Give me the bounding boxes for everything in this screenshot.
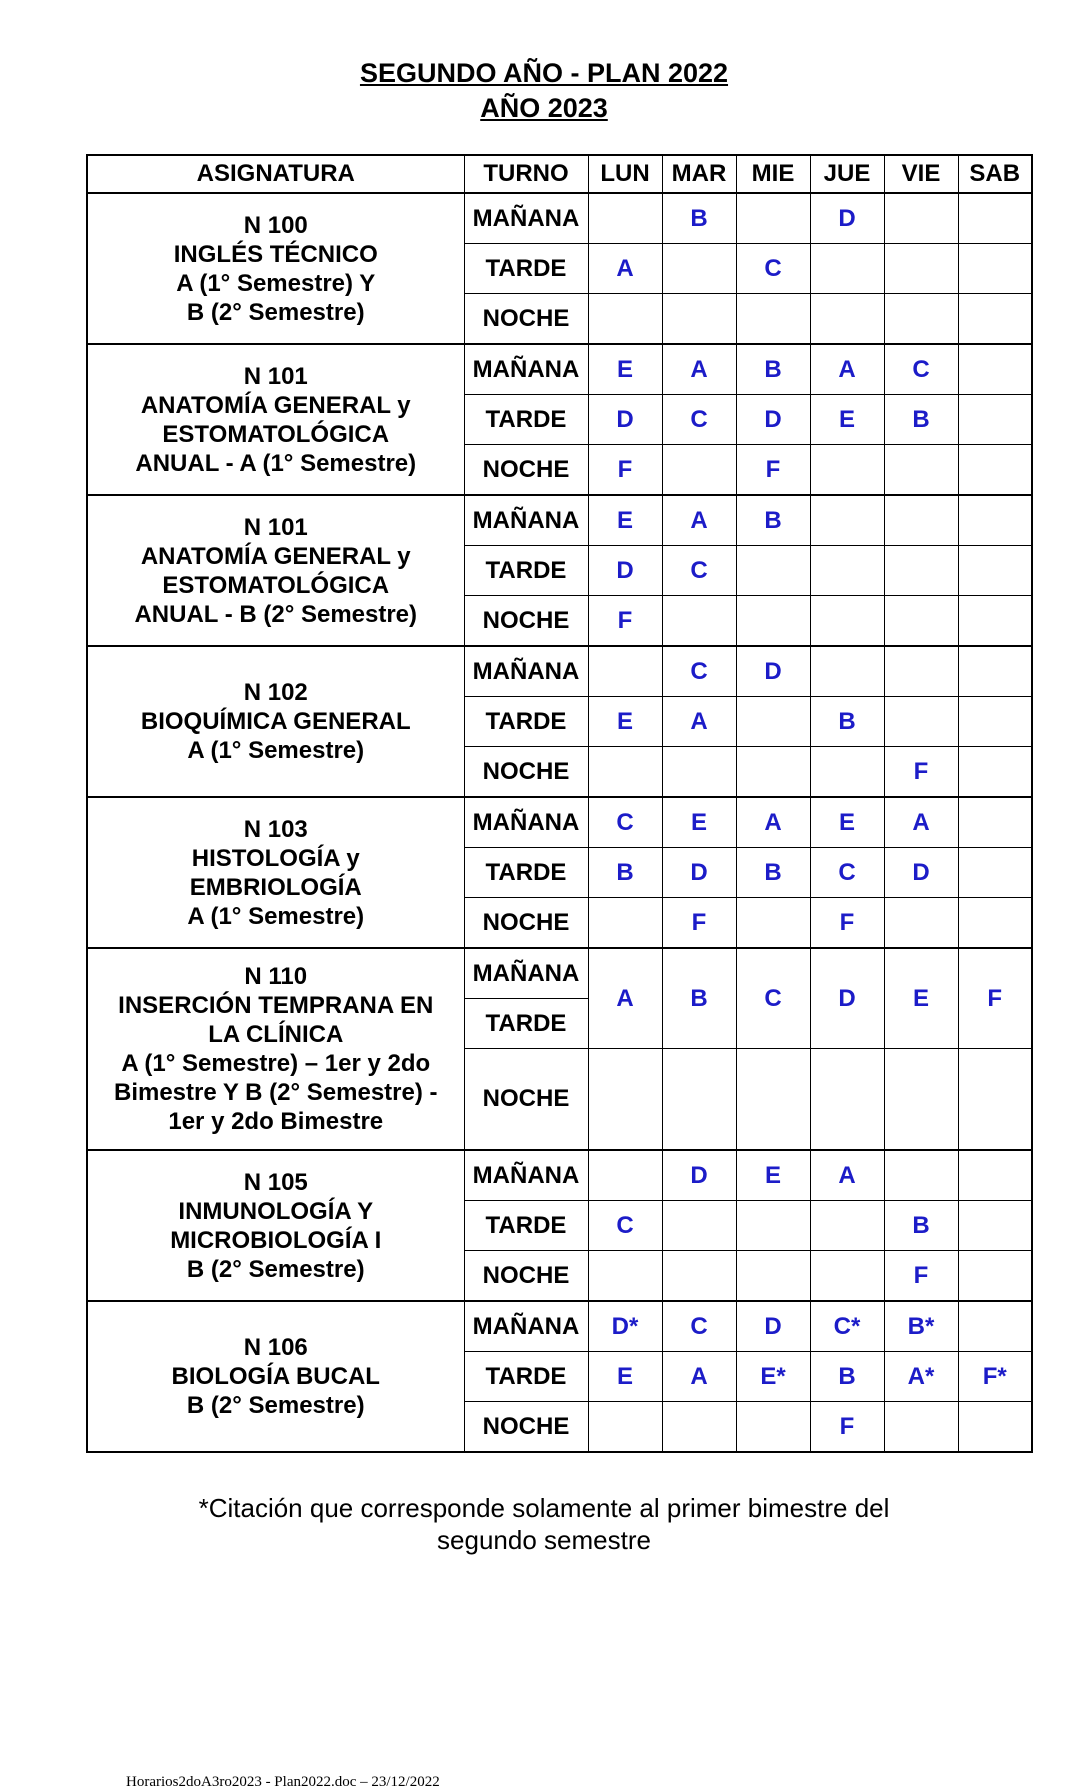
day-cell-sab: [958, 445, 1032, 496]
subject-label: N 105 INMUNOLOGÍA Y MICROBIOLOGÍA I B (2° Semestre): [170, 1168, 382, 1283]
turno-cell: NOCHE: [464, 898, 588, 949]
turno-cell: NOCHE: [464, 747, 588, 798]
table-row: [87, 495, 1032, 546]
day-cell-lun: [588, 1402, 662, 1453]
day-cell-mie: [736, 596, 810, 647]
day-cell-mie: [736, 1251, 810, 1302]
day-cell-sab: [958, 495, 1032, 546]
document-footer: Horarios2doA3ro2023 - Plan2022.doc – 23/12/2022: [126, 1774, 440, 1790]
day-cell-jue: C: [810, 848, 884, 898]
day-cell-lun: [588, 294, 662, 345]
day-cell-mar: [662, 294, 736, 345]
subject-cell: [87, 1301, 464, 1452]
footnote: *Citación que corresponde solamente al primer bimestre del segundo semestre: [198, 1493, 890, 1555]
day-cell-sab: [958, 596, 1032, 647]
day-cell-mar: B: [662, 193, 736, 244]
day-cell-mar: E: [662, 797, 736, 848]
day-cell-jue: [810, 1251, 884, 1302]
day-cell-mar: C: [662, 1301, 736, 1352]
day-cell-vie: [884, 495, 958, 546]
turno-cell: TARDE: [464, 848, 588, 898]
day-cell-mar: A: [662, 495, 736, 546]
day-cell-vie: [884, 898, 958, 949]
day-cell-sab: [958, 344, 1032, 395]
day-cell-mie: [736, 747, 810, 798]
day-cell-mie: [736, 898, 810, 949]
day-cell-lun: A: [588, 948, 662, 1049]
day-cell-sab: [958, 546, 1032, 596]
day-cell-vie: F: [884, 1251, 958, 1302]
day-cell-vie: [884, 546, 958, 596]
subject-label: N 110 INSERCIÓN TEMPRANA EN LA CLÍNICA A (1° Semestre) – 1er y 2do Bimestre Y B (2° Semestre) - 1er y 2do Bimestre: [113, 963, 438, 1135]
day-cell-mar: [662, 1251, 736, 1302]
header-mar: MAR: [662, 155, 736, 193]
day-cell-mie: B: [736, 848, 810, 898]
turno-cell: TARDE: [464, 244, 588, 294]
turno-cell: TARDE: [464, 1352, 588, 1402]
day-cell-jue: E: [810, 395, 884, 445]
day-cell-jue: B: [810, 697, 884, 747]
turno-cell: TARDE: [464, 697, 588, 747]
subject-label: N 102 BIOQUÍMICA GENERAL A (1° Semestre): [140, 679, 411, 764]
day-cell-sab: [958, 193, 1032, 244]
day-cell-lun: [588, 1049, 662, 1151]
day-cell-jue: A: [810, 1150, 884, 1201]
day-cell-mie: C: [736, 948, 810, 1049]
day-cell-sab: [958, 646, 1032, 697]
day-cell-mie: F: [736, 445, 810, 496]
day-cell-sab: [958, 1301, 1032, 1352]
day-cell-sab: [958, 1402, 1032, 1453]
turno-cell: NOCHE: [464, 1049, 588, 1151]
day-cell-mie: D: [736, 395, 810, 445]
day-cell-vie: B: [884, 395, 958, 445]
turno-cell: TARDE: [464, 395, 588, 445]
header-row: [87, 155, 1032, 193]
day-cell-lun: [588, 193, 662, 244]
header-turno: TURNO: [464, 155, 588, 193]
day-cell-mar: C: [662, 395, 736, 445]
subject-cell: [87, 1150, 464, 1301]
day-cell-mie: [736, 294, 810, 345]
day-cell-vie: [884, 697, 958, 747]
day-cell-sab: [958, 797, 1032, 848]
day-cell-lun: A: [588, 244, 662, 294]
day-cell-vie: D: [884, 848, 958, 898]
day-cell-mar: D: [662, 1150, 736, 1201]
day-cell-lun: [588, 1150, 662, 1201]
subject-label: N 103 HISTOLOGÍA y EMBRIOLOGÍA A (1° Semestre): [187, 815, 365, 930]
turno-cell: MAÑANA: [464, 1301, 588, 1352]
subject-label: N 101 ANATOMÍA GENERAL y ESTOMATOLÓGICA ANUAL - A (1° Semestre): [135, 362, 417, 477]
turno-cell: NOCHE: [464, 1251, 588, 1302]
day-cell-vie: F: [884, 747, 958, 798]
day-cell-vie: E: [884, 948, 958, 1049]
header-jue: JUE: [810, 155, 884, 193]
day-cell-jue: C*: [810, 1301, 884, 1352]
day-cell-lun: B: [588, 848, 662, 898]
day-cell-sab: [958, 697, 1032, 747]
day-cell-sab: [958, 898, 1032, 949]
day-cell-vie: [884, 294, 958, 345]
day-cell-lun: E: [588, 344, 662, 395]
day-cell-sab: [958, 244, 1032, 294]
day-cell-mie: [736, 546, 810, 596]
day-cell-lun: E: [588, 495, 662, 546]
day-cell-vie: A: [884, 797, 958, 848]
day-cell-jue: [810, 495, 884, 546]
day-cell-jue: [810, 646, 884, 697]
subject-label: N 100 INGLÉS TÉCNICO A (1° Semestre) Y B (2° Semestre): [173, 211, 378, 326]
day-cell-vie: B: [884, 1201, 958, 1251]
header-lun: LUN: [588, 155, 662, 193]
subject-cell: [87, 948, 464, 1150]
day-cell-jue: A: [810, 344, 884, 395]
turno-cell: MAÑANA: [464, 193, 588, 244]
day-cell-vie: [884, 193, 958, 244]
day-cell-mie: C: [736, 244, 810, 294]
day-cell-mar: [662, 747, 736, 798]
day-cell-mar: B: [662, 948, 736, 1049]
day-cell-lun: [588, 747, 662, 798]
day-cell-mie: B: [736, 344, 810, 395]
table-row: [87, 646, 1032, 697]
day-cell-jue: [810, 546, 884, 596]
day-cell-jue: [810, 1201, 884, 1251]
day-cell-mie: A: [736, 797, 810, 848]
day-cell-lun: F: [588, 596, 662, 647]
day-cell-lun: [588, 646, 662, 697]
day-cell-vie: [884, 646, 958, 697]
turno-cell: MAÑANA: [464, 495, 588, 546]
turno-cell: MAÑANA: [464, 646, 588, 697]
table-row: [87, 1301, 1032, 1352]
day-cell-vie: [884, 244, 958, 294]
page-subtitle: AÑO 2023: [480, 93, 608, 123]
day-cell-sab: F*: [958, 1352, 1032, 1402]
day-cell-jue: B: [810, 1352, 884, 1402]
day-cell-jue: F: [810, 1402, 884, 1453]
turno-cell: NOCHE: [464, 1402, 588, 1453]
subject-cell: [87, 344, 464, 495]
day-cell-lun: [588, 1251, 662, 1302]
day-cell-mar: [662, 445, 736, 496]
day-cell-mie: B: [736, 495, 810, 546]
turno-cell: NOCHE: [464, 596, 588, 647]
day-cell-sab: [958, 1049, 1032, 1151]
day-cell-vie: A*: [884, 1352, 958, 1402]
day-cell-lun: C: [588, 1201, 662, 1251]
table-row: [87, 1150, 1032, 1201]
subject-label: N 106 BIOLOGÍA BUCAL B (2° Semestre): [171, 1334, 380, 1419]
schedule-table: [86, 154, 1033, 1453]
day-cell-jue: D: [810, 193, 884, 244]
day-cell-mar: A: [662, 1352, 736, 1402]
day-cell-vie: [884, 596, 958, 647]
day-cell-sab: F: [958, 948, 1032, 1049]
day-cell-sab: [958, 848, 1032, 898]
table-row: [87, 344, 1032, 395]
day-cell-jue: [810, 445, 884, 496]
day-cell-mar: [662, 1049, 736, 1151]
day-cell-jue: [810, 747, 884, 798]
turno-cell: MAÑANA: [464, 948, 588, 999]
page-title: SEGUNDO AÑO - PLAN 2022: [359, 58, 729, 88]
day-cell-jue: [810, 294, 884, 345]
turno-cell: MAÑANA: [464, 1150, 588, 1201]
day-cell-mie: [736, 697, 810, 747]
table-row: [87, 797, 1032, 848]
day-cell-mar: [662, 244, 736, 294]
day-cell-jue: [810, 596, 884, 647]
day-cell-mie: E*: [736, 1352, 810, 1402]
day-cell-mie: [736, 193, 810, 244]
day-cell-sab: [958, 294, 1032, 345]
day-cell-lun: D: [588, 546, 662, 596]
schedule-body: [87, 193, 1032, 1452]
day-cell-lun: D: [588, 395, 662, 445]
header-mie: MIE: [736, 155, 810, 193]
day-cell-mie: D: [736, 646, 810, 697]
day-cell-mie: [736, 1402, 810, 1453]
subject-cell: [87, 495, 464, 646]
day-cell-mar: C: [662, 546, 736, 596]
day-cell-mar: [662, 1402, 736, 1453]
day-cell-lun: [588, 898, 662, 949]
day-cell-mar: C: [662, 646, 736, 697]
day-cell-vie: B*: [884, 1301, 958, 1352]
day-cell-jue: F: [810, 898, 884, 949]
day-cell-lun: F: [588, 445, 662, 496]
day-cell-vie: [884, 1049, 958, 1151]
subject-label: N 101 ANATOMÍA GENERAL y ESTOMATOLÓGICA ANUAL - B (2° Semestre): [134, 513, 418, 628]
day-cell-sab: [958, 1251, 1032, 1302]
day-cell-vie: [884, 1402, 958, 1453]
day-cell-mie: [736, 1049, 810, 1151]
day-cell-mie: E: [736, 1150, 810, 1201]
header-asignatura: ASIGNATURA: [87, 155, 464, 193]
day-cell-mie: [736, 1201, 810, 1251]
subject-cell: [87, 646, 464, 797]
turno-cell: NOCHE: [464, 445, 588, 496]
day-cell-jue: [810, 244, 884, 294]
day-cell-sab: [958, 747, 1032, 798]
turno-cell: NOCHE: [464, 294, 588, 345]
day-cell-mar: D: [662, 848, 736, 898]
day-cell-jue: E: [810, 797, 884, 848]
subject-cell: [87, 797, 464, 948]
turno-cell: MAÑANA: [464, 797, 588, 848]
day-cell-mar: [662, 596, 736, 647]
table-row: [87, 193, 1032, 244]
day-cell-jue: D: [810, 948, 884, 1049]
day-cell-sab: [958, 395, 1032, 445]
table-row: [87, 948, 1032, 999]
turno-cell: MAÑANA: [464, 344, 588, 395]
day-cell-sab: [958, 1150, 1032, 1201]
day-cell-vie: C: [884, 344, 958, 395]
turno-cell: TARDE: [464, 999, 588, 1049]
header-vie: VIE: [884, 155, 958, 193]
turno-cell: TARDE: [464, 1201, 588, 1251]
day-cell-mar: [662, 1201, 736, 1251]
day-cell-mar: A: [662, 344, 736, 395]
day-cell-lun: E: [588, 697, 662, 747]
day-cell-lun: D*: [588, 1301, 662, 1352]
day-cell-vie: [884, 1150, 958, 1201]
day-cell-mar: A: [662, 697, 736, 747]
day-cell-vie: [884, 445, 958, 496]
day-cell-sab: [958, 1201, 1032, 1251]
day-cell-mar: F: [662, 898, 736, 949]
subject-cell: [87, 193, 464, 344]
day-cell-mie: D: [736, 1301, 810, 1352]
day-cell-jue: [810, 1049, 884, 1151]
day-cell-lun: E: [588, 1352, 662, 1402]
turno-cell: TARDE: [464, 546, 588, 596]
header-sab: SAB: [958, 155, 1032, 193]
day-cell-lun: C: [588, 797, 662, 848]
